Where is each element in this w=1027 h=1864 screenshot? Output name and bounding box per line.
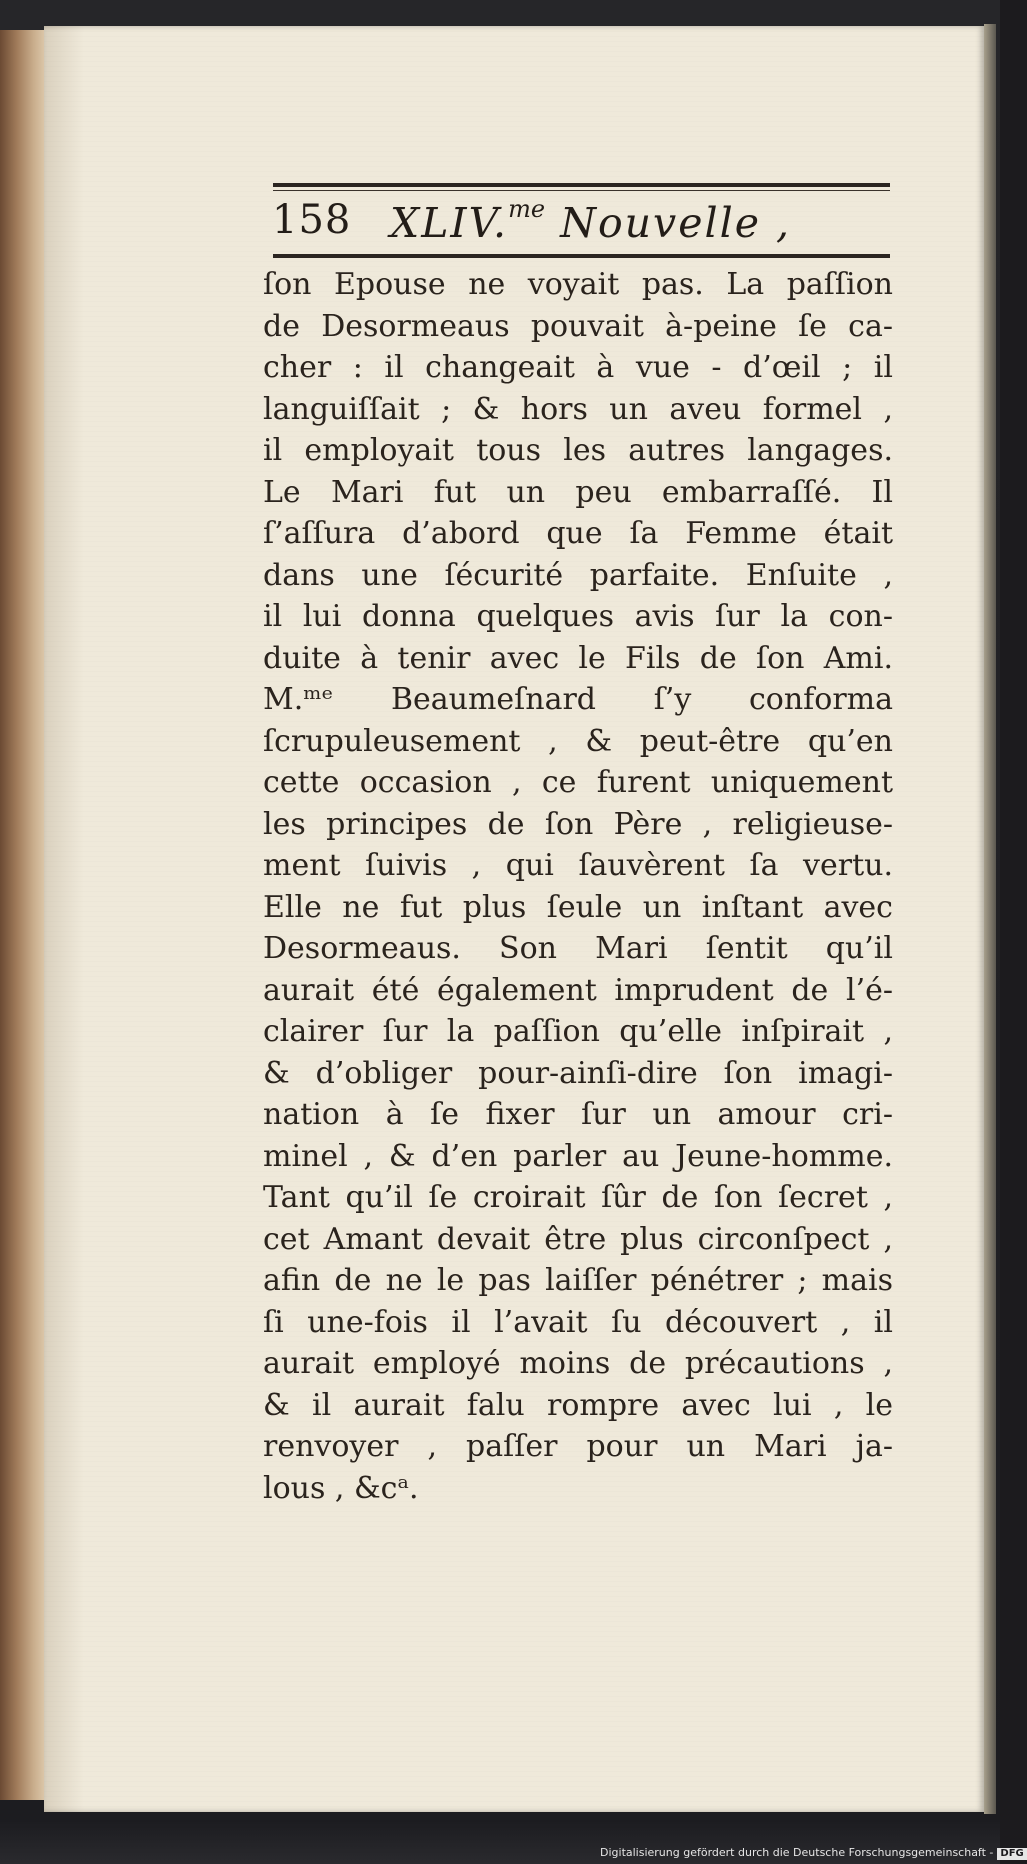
text-line: duite à tenir avec le Fils de ſon Ami. [263,640,893,676]
text-line: ſon Epouse ne voyait pas. La paſſion [263,267,893,302]
text-line: les principes de ſon Père , religieuse- [263,806,893,842]
text-line: aurait été également imprudent de l’é- [263,972,893,1008]
text-line: M.ᵐᵉ Beaumeſnard ſ’y conforma [263,682,893,717]
text-line: de Desormeaus pouvait à-peine ſe ca- [263,308,893,344]
running-title-numeral: XLIV. [390,199,509,247]
text-line: aurait employé moins de précautions , [263,1346,893,1381]
running-title [390,195,791,247]
text-line: afin de ne le pas laiſſer pénétrer ; mais [263,1263,893,1298]
text-line: nation à ſe fixer ſur un amour cri- [263,1097,893,1132]
text-line: ſi une-fois il l’avait ſu découvert , il [263,1304,893,1340]
text-line: ſ’aſſura d’abord que ſa Femme était [263,516,893,551]
text-line: languiſſait ; & hors un aveu formel , [263,391,893,427]
text-line: minel , & d’en parler au Jeune-homme. [263,1138,893,1174]
running-title-superscript: me [508,195,546,223]
page-right-edge [984,24,996,1814]
text-line: clairer ſur la paſſion qu’elle inſpirait , [263,1014,893,1049]
book-spine-edge [0,30,48,1800]
credit-text: Digitalisierung gefördert durch die Deutsche Forschungsgemeinschaft - [600,1846,994,1859]
dfg-logo: DFG [997,1848,1026,1860]
text-line: il lui donna quelques avis ſur la con- [263,599,893,634]
running-head [272,195,892,255]
header-rule-top [273,183,890,187]
text-line: ment ſuivis , qui ſauvèrent ſa vertu. [263,848,893,883]
running-title-word: Nouvelle , [545,199,792,247]
text-line: Le Mari fut un peu embarraſſé. Il [263,474,893,510]
text-line: il employait tous les autres langages. [263,433,893,468]
page-number: 158 [272,197,352,243]
digitization-credit [600,1846,1027,1860]
header-rule-bottom [273,254,890,258]
text-line: & il aurait falu rompre avec lui , le [263,1387,893,1423]
text-line: & d’obliger pour-ainſi-dire ſon imagi- [263,1055,893,1091]
text-line: dans une ſécurité parfaite. Enſuite , [263,557,893,593]
text-line: Elle ne fut plus ſeule un inſtant avec [263,889,893,925]
text-line: ſcrupuleusement , & peut-être qu’en [263,723,893,759]
text-line: renvoyer , paſſer pour un Mari ja- [263,1429,893,1464]
text-line: cher : il changeait à vue - d’œil ; il [263,350,893,385]
text-line-last: lous , &cᵃ. [263,1470,419,1506]
text-line: Tant qu’il ſe croirait ſûr de ſon ſecret , [263,1180,893,1215]
body-text [263,264,893,1509]
text-line: cette occasion , ce furent uniquement [263,765,893,800]
text-line: cet Amant devait être plus circonſpect , [263,1221,893,1257]
text-line: Desormeaus. Son Mari ſentit qu’il [263,931,893,966]
